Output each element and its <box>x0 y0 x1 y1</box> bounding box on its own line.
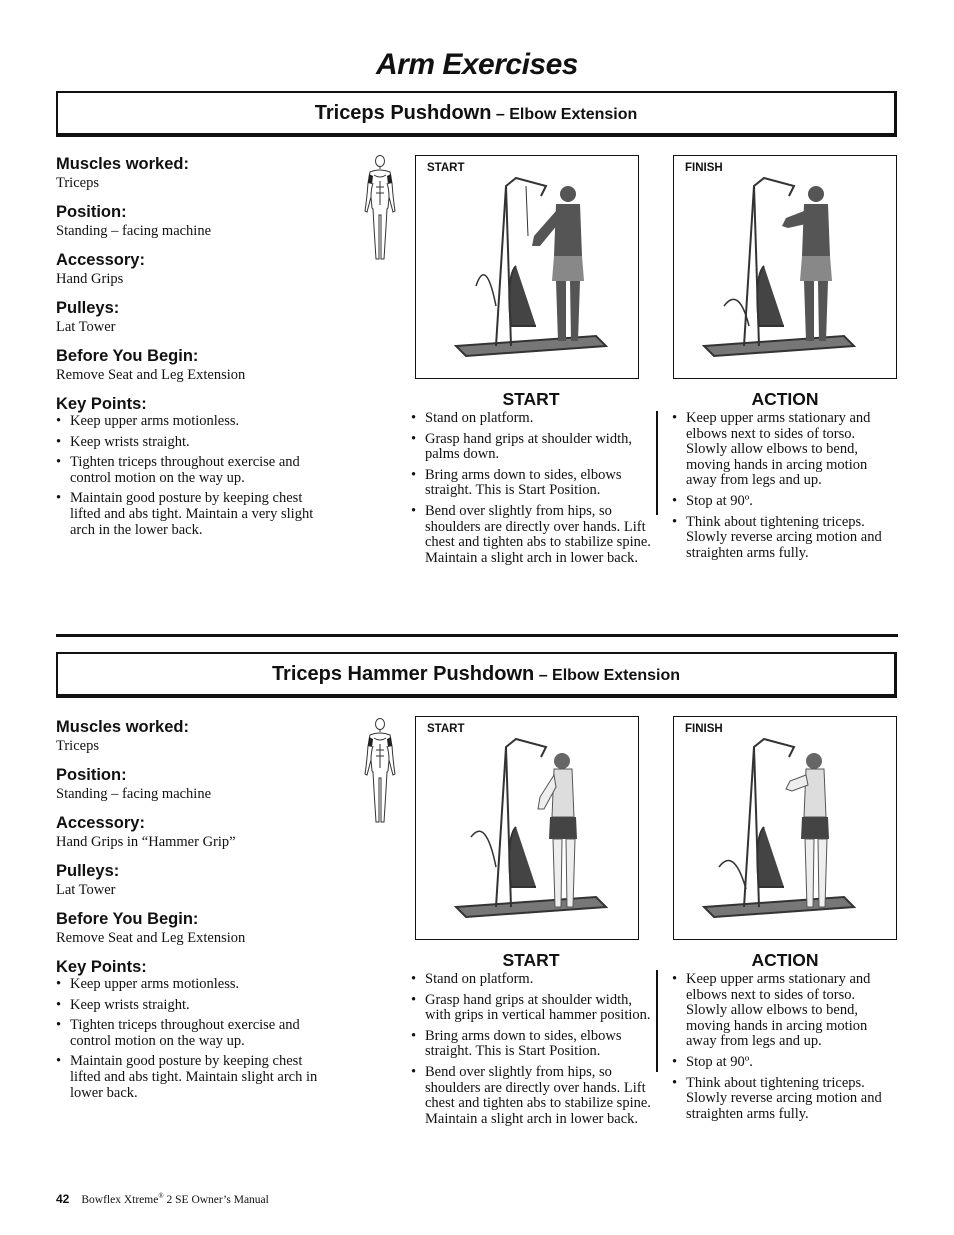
page-number: 42 <box>56 1192 70 1206</box>
before-label: Before You Begin: <box>56 347 199 365</box>
list-item: • Maintain good posture by keeping chest lifted and abs tight. Maintain a very slight arch in the lower back. <box>56 491 326 538</box>
muscles-label: Muscles worked: <box>56 155 189 173</box>
position-value: Standing – facing machine <box>56 223 212 239</box>
action-steps-list <box>672 972 898 1122</box>
manual-title: 2 SE Owner’s Manual <box>163 1194 269 1206</box>
list-item: • Tighten triceps throughout exercise and control motion on the way up. <box>56 455 326 486</box>
muscle-diagram-icon <box>362 153 398 263</box>
registered-mark: ® <box>158 1192 164 1201</box>
position-value: Standing – facing machine <box>56 786 212 802</box>
before-value: Remove Seat and Leg Extension <box>56 367 246 383</box>
section-header <box>56 652 897 698</box>
list-item: • Keep upper arms stationary and elbows next to sides of torso. Slowly allow elbows to bend, moving hands in arcing motion away from legs and up. <box>672 972 898 1050</box>
action-steps <box>672 389 898 566</box>
list-item: • Stop at 90º. <box>672 1055 898 1071</box>
list-item: • Bend over slightly from hips, so shoulders are directly over hands. Lift chest and tighten abs to stabilize spine. Maintain a slight arch in lower back. <box>411 504 651 566</box>
page-footer <box>56 1192 269 1206</box>
exercise-info <box>56 718 326 1106</box>
exercise-section-triceps-pushdown <box>56 91 898 611</box>
photo-tag: START <box>427 723 465 735</box>
section-divider <box>56 634 898 637</box>
machine-illustration-icon <box>416 717 638 939</box>
accessory-value: Hand Grips in “Hammer Grip” <box>56 834 236 850</box>
column-divider <box>656 411 658 515</box>
accessory-value: Hand Grips <box>56 271 124 287</box>
key-points-list <box>56 414 326 538</box>
muscles-value: Triceps <box>56 175 99 191</box>
finish-photo <box>673 716 897 940</box>
pulleys-label: Pulleys: <box>56 299 120 317</box>
list-item: • Grasp hand grips at shoulder width, palms down. <box>411 432 651 463</box>
machine-illustration-icon <box>674 717 896 939</box>
exercise-section-triceps-hammer-pushdown <box>56 652 898 1172</box>
list-item: • Bend over slightly from hips, so shoulders are directly over hands. Lift chest and tighten abs to stabilize spine. Maintain a slight arch in lower back. <box>411 1065 651 1127</box>
photo-tag: START <box>427 162 465 174</box>
action-steps <box>672 950 898 1127</box>
position-label: Position: <box>56 766 127 784</box>
accessory-label: Accessory: <box>56 814 145 832</box>
list-item: • Maintain good posture by keeping chest lifted and abs tight. Maintain slight arch in lower back. <box>56 1054 326 1101</box>
list-item: • Think about tightening triceps. Slowly reverse arcing motion and straighten arms fully. <box>672 515 898 562</box>
photo-tag: FINISH <box>685 723 723 735</box>
section-subtitle: – Elbow Extension <box>538 667 681 684</box>
list-item: • Think about tightening triceps. Slowly reverse arcing motion and straighten arms fully. <box>672 1076 898 1123</box>
page-title: Arm Exercises <box>376 48 578 81</box>
machine-illustration-icon <box>416 156 638 378</box>
muscle-diagram-icon <box>362 716 398 826</box>
key-points-list <box>56 977 326 1101</box>
list-item: • Stop at 90º. <box>672 494 898 510</box>
list-item: • Keep wrists straight. <box>56 998 326 1014</box>
start-title: START <box>502 950 560 970</box>
machine-illustration-icon <box>674 156 896 378</box>
start-steps-list <box>411 972 651 1127</box>
list-item: • Bring arms down to sides, elbows straight. This is Start Position. <box>411 468 651 499</box>
list-item: • Keep upper arms motionless. <box>56 977 326 993</box>
action-steps-list <box>672 411 898 561</box>
manual-brand: Bowflex Xtreme <box>81 1194 159 1206</box>
start-steps <box>411 389 651 571</box>
photo-tag: FINISH <box>685 162 723 174</box>
list-item: • Keep wrists straight. <box>56 435 326 451</box>
list-item: • Grasp hand grips at shoulder width, with grips in vertical hammer position. <box>411 993 651 1024</box>
list-item: • Tighten triceps throughout exercise and control motion on the way up. <box>56 1018 326 1049</box>
section-header <box>56 91 897 137</box>
pulleys-value: Lat Tower <box>56 319 116 335</box>
position-label: Position: <box>56 203 127 221</box>
section-subtitle: – Elbow Extension <box>495 106 638 123</box>
accessory-label: Accessory: <box>56 251 145 269</box>
section-title: Triceps Hammer Pushdown <box>271 663 535 685</box>
pulleys-label: Pulleys: <box>56 862 120 880</box>
start-photo <box>415 716 639 940</box>
key-points-label: Key Points: <box>56 395 147 413</box>
key-points-label: Key Points: <box>56 958 147 976</box>
muscles-label: Muscles worked: <box>56 718 189 736</box>
muscles-value: Triceps <box>56 738 99 754</box>
list-item: • Keep upper arms stationary and elbows next to sides of torso. Slowly allow elbows to bend, moving hands in arcing motion away from legs and up. <box>672 411 898 489</box>
action-title: ACTION <box>751 950 819 970</box>
start-photo <box>415 155 639 379</box>
list-item: • Stand on platform. <box>411 972 651 988</box>
pulleys-value: Lat Tower <box>56 882 116 898</box>
list-item: • Keep upper arms motionless. <box>56 414 326 430</box>
list-item: • Stand on platform. <box>411 411 651 427</box>
before-label: Before You Begin: <box>56 910 199 928</box>
list-item: • Bring arms down to sides, elbows straight. This is Start Position. <box>411 1029 651 1060</box>
finish-photo <box>673 155 897 379</box>
column-divider <box>656 970 658 1072</box>
exercise-info <box>56 155 326 543</box>
start-steps-list <box>411 411 651 566</box>
action-title: ACTION <box>751 389 819 409</box>
before-value: Remove Seat and Leg Extension <box>56 930 246 946</box>
start-steps <box>411 950 651 1132</box>
section-title: Triceps Pushdown <box>314 102 492 124</box>
start-title: START <box>502 389 560 409</box>
